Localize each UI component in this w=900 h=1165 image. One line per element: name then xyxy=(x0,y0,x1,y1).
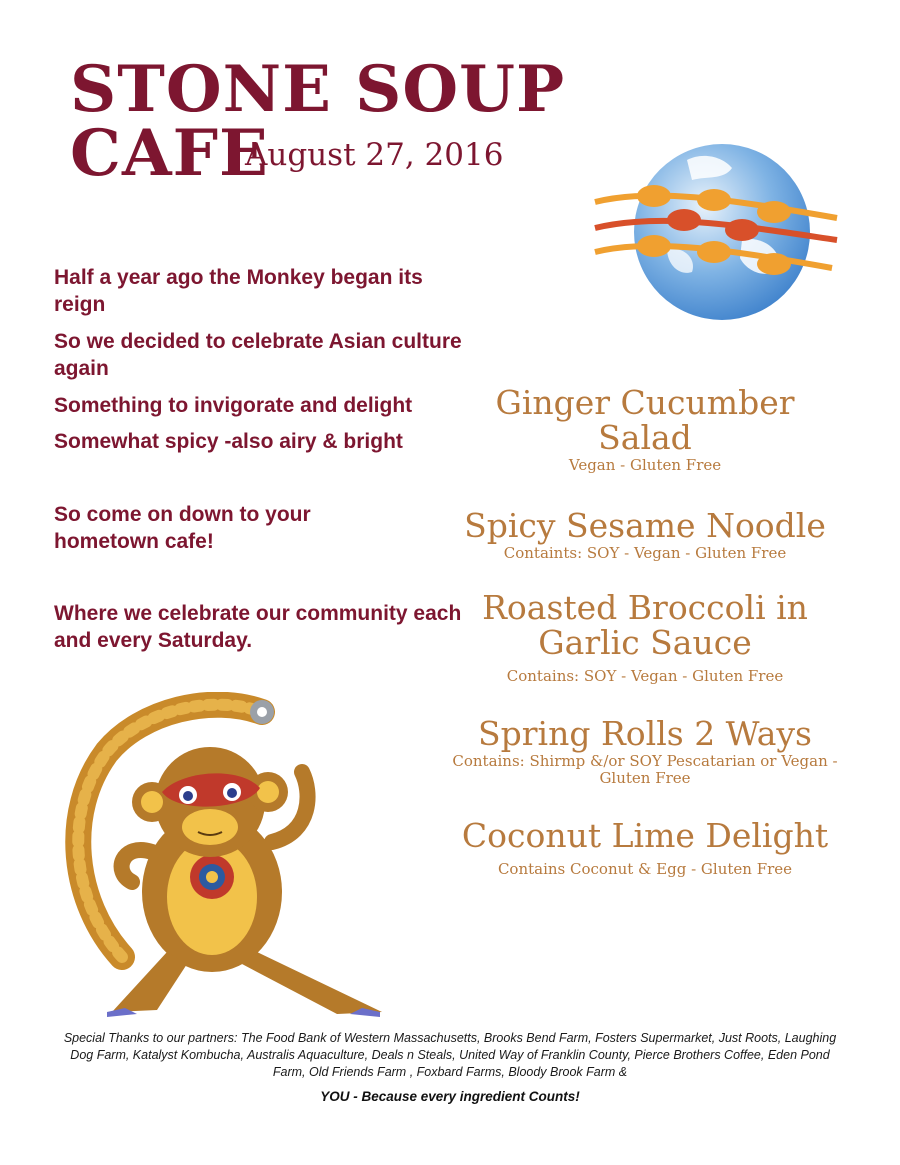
menu-item xyxy=(440,818,850,878)
partners-thanks: Special Thanks to our partners: The Food Bank of Western Massachusetts, Brooks Bend Farm, Fosters Supermarket, Just Roots, Laughing Dog Farm, Katalyst Kombucha, Australis Aquaculture, Deals n Steals, United Way of Franklin County, Pierce Brothers Coffee, Eden Pond Farm, Old Friends Farm , Foxbard Farms, Bloody Brook Farm & xyxy=(63,1031,837,1079)
menu-item-note: Contains: Shirmp &/or SOY Pescatarian or Vegan - Gluten Free xyxy=(452,752,838,787)
event-date: August 27, 2016 xyxy=(245,137,504,173)
closing-line: YOU - Because every ingredient Counts! xyxy=(320,1089,580,1104)
menu-item-note: Vegan - Gluten Free xyxy=(568,456,722,474)
poem-line-2: So we decided to celebrate Asian culture again xyxy=(54,330,462,380)
menu-item-name: Coconut Lime Delight xyxy=(461,816,829,855)
poem-line-5: So come on down to your hometown cafe! xyxy=(54,503,311,553)
poem-line-3: Something to invigorate and delight xyxy=(54,394,413,417)
poem-line-4: Somewhat spicy -also airy & bright xyxy=(54,430,403,453)
menu-item-note: Contains: SOY - Vegan - Gluten Free xyxy=(506,667,784,685)
poem-line-6: Where we celebrate our community each and every Saturday. xyxy=(54,602,462,652)
menu-item xyxy=(440,508,850,562)
menu-item xyxy=(440,716,850,787)
menu-item-note: Containts: SOY - Vegan - Gluten Free xyxy=(503,544,787,562)
menu-item xyxy=(440,385,850,474)
menu-item-name: Spring Rolls 2 Ways xyxy=(478,714,812,753)
monkey-illustration xyxy=(62,692,432,1027)
menu-item-note: Contains Coconut & Egg - Gluten Free xyxy=(497,860,793,878)
globe-icon xyxy=(592,140,842,325)
menu-item-name: Roasted Broccoli in Garlic Sauce xyxy=(482,588,808,662)
page-title: STONE SOUP CAFE xyxy=(70,52,566,191)
menu-item xyxy=(440,590,850,685)
poem-line-1: Half a year ago the Monkey began its reign xyxy=(54,266,423,316)
menu-item-name: Spicy Sesame Noodle xyxy=(464,506,826,545)
menu-item-name: Ginger Cucumber Salad xyxy=(495,383,795,457)
